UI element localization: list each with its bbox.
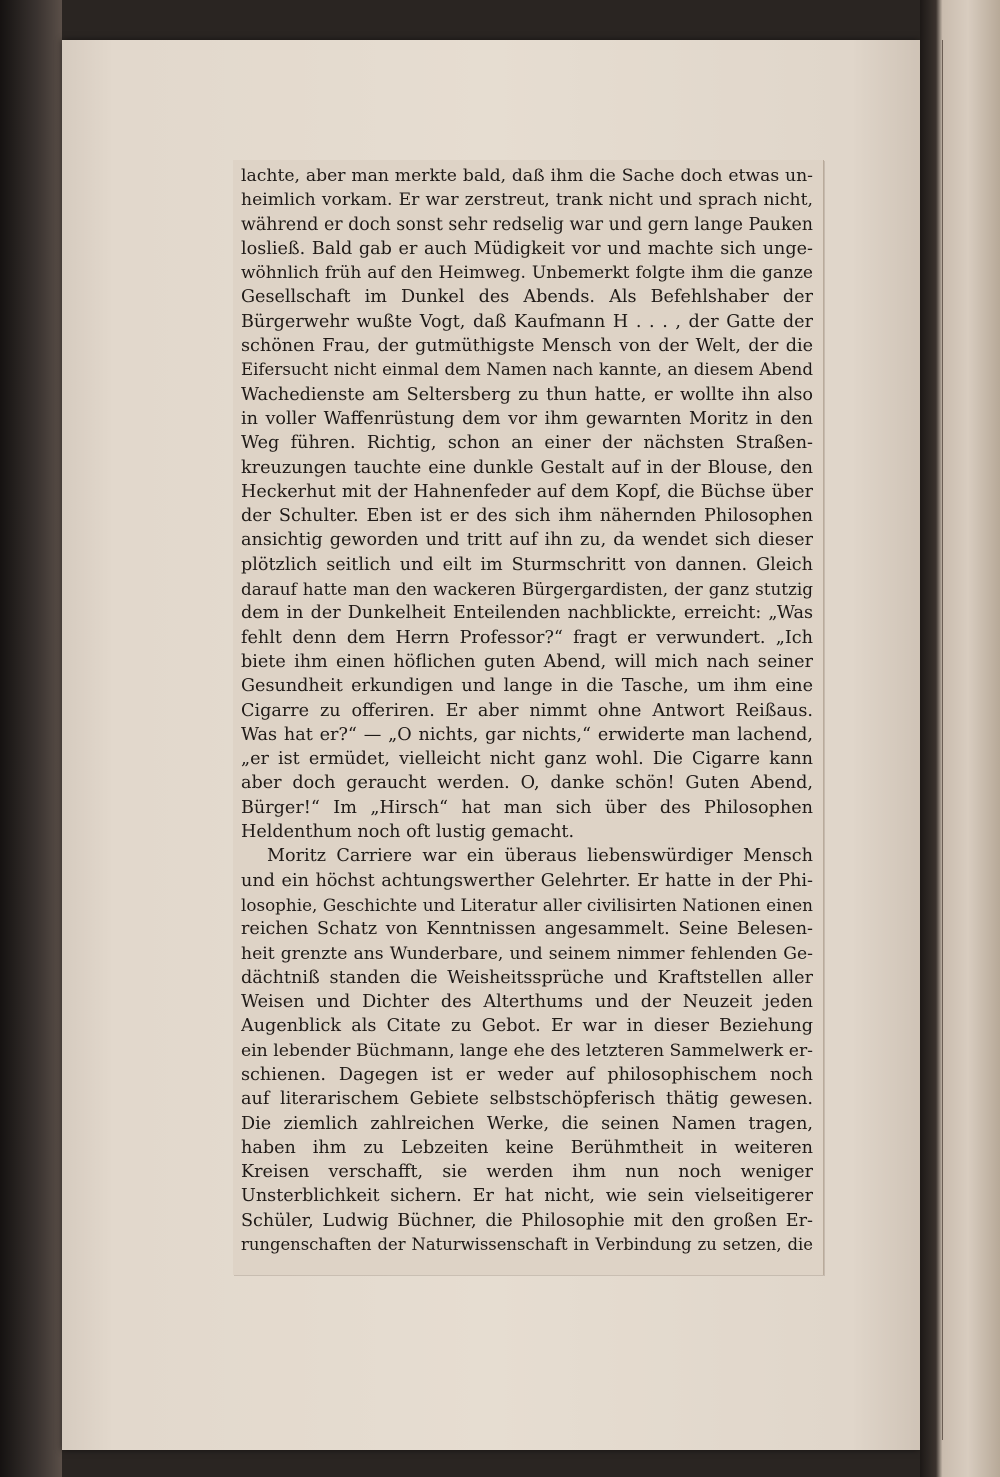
text-line: schienen. Dagegen ist er weder auf philosophischem noch	[241, 1064, 813, 1085]
text-line: reichen Schatz von Kenntnissen angesammelt. Seine Belesen-	[241, 919, 813, 940]
text-line: Wachedienste am Seltersberg zu thun hatte, er wollte ihn also	[241, 384, 813, 405]
text-line: aber doch geraucht werden. O, danke schön! Guten Abend,	[241, 773, 813, 794]
text-line: während er doch sonst sehr redselig war und gern lange Pauken	[241, 214, 813, 235]
text-line: Kreisen verschafft, sie werden ihm nun noch weniger	[241, 1162, 813, 1183]
text-line: Schüler, Ludwig Büchner, die Philosophie mit den großen Er-	[241, 1210, 813, 1231]
text-line: Was hat er?“ — „O nichts, gar nichts,“ erwiderte man lachend,	[241, 724, 813, 745]
text-line: Bürgerwehr wußte Vogt, daß Kaufmann H . . . , der Gatte der	[241, 311, 813, 332]
text-line: der Schulter. Eben ist er des sich ihm nähernden Philosophen	[241, 506, 813, 527]
text-line: heit grenzte ans Wunderbare, und seinem nimmer fehlenden Ge-	[241, 943, 813, 964]
text-line: Unsterblichkeit sichern. Er hat nicht, wie sein vielseitigerer	[241, 1186, 813, 1207]
text-line: Bürger!“ Im „Hirsch“ hat man sich über des Philosophen	[241, 797, 813, 818]
facing-page-edge	[920, 0, 1000, 1477]
text-line: plötzlich seitlich und eilt im Sturmschritt von dannen. Gleich	[241, 554, 813, 575]
text-line: darauf hatte man den wackeren Bürgergardisten, der ganz stutzig	[241, 579, 813, 600]
text-line: „er ist ermüdet, vielleicht nicht ganz wohl. Die Cigarre kann	[241, 749, 813, 770]
text-line: dächtniß standen die Weisheitssprüche und Kraftstellen aller	[241, 967, 813, 988]
text-line: Heldenthum noch oft lustig gemacht.	[241, 822, 575, 843]
text-line: in voller Waffenrüstung dem vor ihm gewarnten Moritz in den	[241, 408, 813, 429]
text-line: Eifersucht nicht einmal dem Namen nach kannte, an diesem Abend	[241, 360, 813, 380]
text-line: kreuzungen tauchte eine dunkle Gestalt auf in der Blouse, den	[241, 457, 813, 478]
text-line: losophie, Geschichte und Literatur aller civilisirten Nationen einen	[241, 894, 813, 915]
text-line: biete ihm einen höflichen guten Abend, will mich nach seiner	[241, 651, 813, 672]
text-line: ansichtig geworden und tritt auf ihn zu, da wendet sich dieser	[241, 530, 813, 551]
text-line: schönen Frau, der gutmüthigste Mensch von der Welt, der die	[241, 336, 813, 357]
text-line: und ein höchst achtungswerther Gelehrter. Er hatte in der Phi-	[241, 870, 813, 891]
text-line: Augenblick als Citate zu Gebot. Er war in dieser Beziehung	[241, 1016, 813, 1037]
text-line: Gesellschaft im Dunkel des Abends. Als Befehlshaber der	[241, 287, 813, 308]
text-line: Weisen und Dichter des Alterthums und der Neuzeit jeden	[241, 992, 813, 1013]
text-line: Weg führen. Richtig, schon an einer der nächsten Straßen-	[241, 433, 813, 454]
text-line: wöhnlich früh auf den Heimweg. Unbemerkt folgte ihm die ganze	[241, 263, 813, 284]
text-line: fehlt denn dem Herrn Professor?“ fragt er verwundert. „Ich	[241, 627, 813, 648]
clipping-text	[241, 164, 813, 1257]
text-line: haben ihm zu Lebzeiten keine Berühmtheit in weiteren	[241, 1137, 813, 1158]
page-edge-rule	[942, 40, 943, 1440]
text-line: Cigarre zu offeriren. Er aber nimmt ohne Antwort Reißaus.	[241, 700, 813, 721]
text-line: heimlich vorkam. Er war zerstreut, trank nicht und sprach nicht,	[241, 190, 813, 211]
text-line: dem in der Dunkelheit Enteilenden nachblickte, erreicht: „Was	[241, 603, 813, 624]
text-line: losließ. Bald gab er auch Müdigkeit vor und machte sich unge-	[241, 238, 813, 259]
text-line: rungenschaften der Naturwissenschaft in Verbindung zu setzen, die	[241, 1235, 813, 1255]
text-line: Heckerhut mit der Hahnenfeder auf dem Kopf, die Büchse über	[241, 481, 813, 502]
text-line: ein lebender Büchmann, lange ehe des letzteren Sammelwerk er-	[241, 1040, 813, 1061]
text-line: lachte, aber man merkte bald, daß ihm die Sache doch etwas un-	[241, 166, 813, 186]
text-line: Moritz Carriere war ein überaus liebenswürdiger Mensch	[267, 846, 813, 867]
newspaper-clipping	[233, 160, 824, 1275]
text-line: auf literarischem Gebiete selbstschöpferisch thätig gewesen.	[241, 1089, 813, 1110]
text-line: Gesundheit erkundigen und lange in die Tasche, um ihm eine	[241, 676, 813, 697]
text-line: Die ziemlich zahlreichen Werke, die seinen Namen tragen,	[241, 1113, 813, 1134]
book-gutter	[0, 0, 62, 1477]
